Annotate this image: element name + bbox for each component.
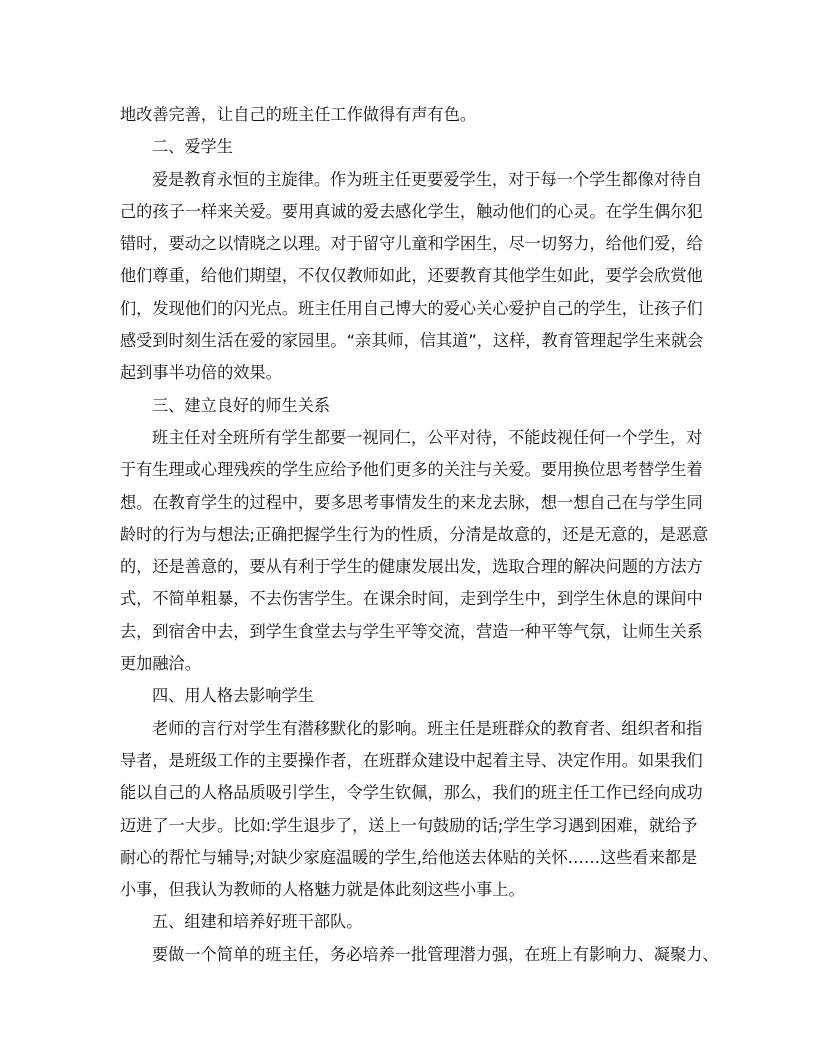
paragraph-line: 起到事半功倍的效果。	[120, 363, 282, 383]
paragraph-line: 想。在教育学生的过程中，要多思考事情发生的来龙去脉，想一想自己在与学生同	[120, 492, 703, 512]
paragraph-line: 的，还是善意的，要从有利于学生的健康发展出发，选取合理的解决问题的方法方	[120, 557, 703, 577]
paragraph-line: 他们尊重，给他们期望，不仅仅教师如此，还要教育其他学生如此，要学会欣赏他	[120, 266, 703, 286]
paragraph-line: 老师的言行对学生有潜移默化的影响。班主任是班群众的教育者、组织者和指	[152, 718, 703, 738]
paragraph-line: 们，发现他们的闪光点。班主任用自己博大的爱心关心爱护自己的学生，让孩子们	[120, 298, 703, 318]
section-heading: 五、组建和培养好班干部队。	[152, 912, 363, 932]
paragraph-line: 于有生理或心理残疾的学生应给予他们更多的关注与关爱。要用换位思考替学生着	[120, 460, 703, 480]
paragraph-line: 去，到宿舍中去，到学生食堂去与学生平等交流，营造一种平等气氛，让师生关系	[120, 621, 703, 641]
paragraph-line: 错时，要动之以情晓之以理。对于留守儿童和学困生，尽一切努力，给他们爱，给	[120, 234, 703, 254]
paragraph-line: 龄时的行为与想法;正确把握学生行为的性质，分清是故意的，还是无意的，是恶意	[120, 524, 709, 544]
paragraph-line: 导者，是班级工作的主要操作者，在班群众建设中起着主导、决定作用。如果我们	[120, 750, 703, 770]
paragraph-line: 更加融洽。	[120, 654, 201, 674]
paragraph-line: 小事，但我认为教师的人格魅力就是体此刻这些小事上。	[120, 880, 525, 900]
paragraph-line: 能以自己的人格品质吸引学生，令学生钦佩，那么，我们的班主任工作已经向成功	[120, 783, 703, 803]
document-body	[120, 99, 719, 971]
paragraph-line: 爱是教育永恒的主旋律。作为班主任更要爱学生，对于每一个学生都像对待自	[152, 169, 703, 189]
section-heading: 二、爱学生	[152, 137, 233, 157]
paragraph-line: 式，不简单粗暴，不去伤害学生。在课余时间，走到学生中，到学生休息的课间中	[120, 589, 703, 609]
paragraph-line: 己的孩子一样来关爱。要用真诚的爱去感化学生，触动他们的心灵。在学生偶尔犯	[120, 201, 703, 221]
section-heading: 三、建立良好的师生关系	[152, 395, 331, 415]
section-heading: 四、用人格去影响学生	[152, 686, 314, 706]
paragraph-line: 感受到时刻生活在爱的家园里。“亲其师，信其道”，这样，教育管理起学生来就会	[120, 331, 704, 351]
paragraph-line: 耐心的帮忙与辅导;对缺少家庭温暖的学生,给他送去体贴的关怀……这些看来都是	[120, 847, 698, 867]
paragraph-line: 地改善完善，让自己的班主任工作做得有声有色。	[120, 105, 477, 124]
paragraph-line: 迈进了一大步。比如:学生退步了，送上一句鼓励的话;学生学习遇到困难，就给予	[120, 815, 698, 835]
paragraph-line: 班主任对全班所有学生都要一视同仁，公平对待，不能歧视任何一个学生，对	[152, 427, 703, 447]
paragraph-line: 要做一个简单的班主任，务必培养一批管理潜力强，在班上有影响力、凝聚力、	[152, 944, 719, 964]
